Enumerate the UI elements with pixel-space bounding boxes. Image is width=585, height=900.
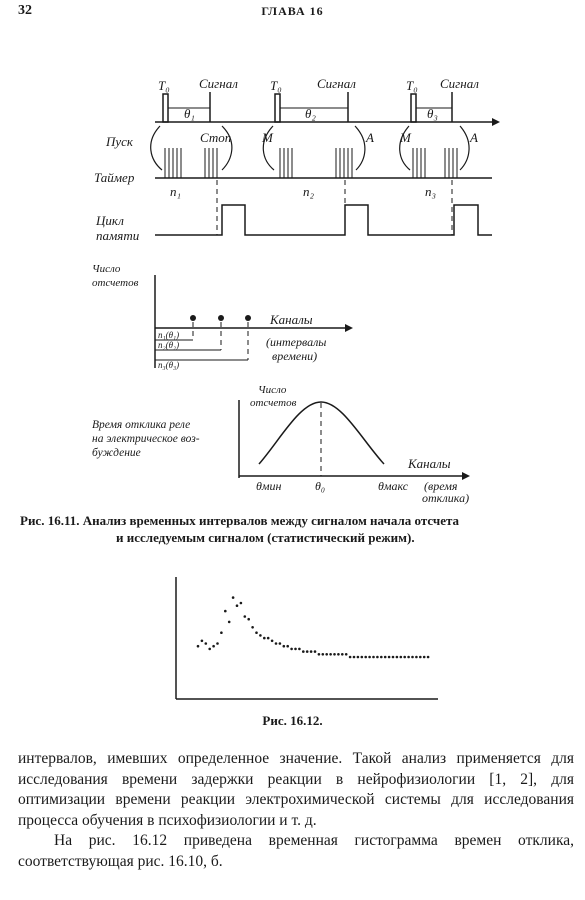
intervals-label-2: времени) <box>272 349 318 363</box>
scatter-point <box>220 631 223 634</box>
scatter-point <box>216 642 219 645</box>
m-label-1: М <box>262 130 273 145</box>
scatter-point <box>298 648 301 651</box>
a-label-1: А <box>366 130 374 145</box>
scatter-point <box>403 656 406 659</box>
scatter-point <box>208 648 211 651</box>
scatter-point <box>244 615 247 618</box>
t0-label-1: T₀ <box>158 78 170 93</box>
scatter-point <box>345 653 348 656</box>
scatter-point <box>236 604 239 607</box>
cycle-label-2: памяти <box>96 228 140 243</box>
t0-label-3: T₀ <box>406 78 418 93</box>
paragraph-1: интервалов, имевших определенное значение. Такой анализ применяется для исследования времени задержки реакции в нейрофизиологии [1, 2], для оптимизации времени реакции электрохимической системы для исследования процесса обучения в психофизиологии и т. д. <box>18 750 574 829</box>
scatter-point <box>314 650 317 653</box>
timeline-arrow <box>492 118 500 126</box>
scatter-point <box>388 656 391 659</box>
t0-pulse-2 <box>275 94 280 122</box>
scatter-point <box>275 642 278 645</box>
scatter-point <box>337 653 340 656</box>
count-label-1: Число <box>92 263 121 275</box>
response-label-2: на электрическое воз- <box>92 433 200 445</box>
scatter-point <box>380 656 383 659</box>
theta-1-label: θ₁ <box>184 106 195 121</box>
scatter-point <box>294 648 297 651</box>
scatter-point <box>310 650 313 653</box>
n2-theta2-label: n₂(θ₂) <box>158 340 180 350</box>
m-label-2: М <box>400 130 411 145</box>
scatter-point <box>419 656 422 659</box>
scatter-point <box>232 596 235 599</box>
scatter-point <box>372 656 375 659</box>
scatter-point <box>205 642 208 645</box>
scatter-series <box>197 596 430 658</box>
scatter-point <box>240 602 243 605</box>
theta-0-label: θ₀ <box>315 479 326 493</box>
cycle-label-1: Цикл <box>96 213 124 228</box>
scatter-point <box>306 650 309 653</box>
paragraph-2: На рис. 16.12 приведена временная гистограмма времен отклика, соответствующая рис. 16.10, б. <box>18 832 574 870</box>
n3-label: n₃ <box>425 184 437 199</box>
scatter-point <box>197 645 200 648</box>
theta-3-label: θ₃ <box>427 106 438 121</box>
response-label-1: Время отклика реле <box>92 419 191 431</box>
scatter-point <box>271 640 274 643</box>
response-time-label-2: отклика) <box>422 491 470 505</box>
scatter-point <box>400 656 403 659</box>
figure-16-12 <box>170 575 440 705</box>
scatter-point <box>283 645 286 648</box>
n2-label: n₂ <box>303 184 315 199</box>
scatter-point <box>353 656 356 659</box>
channels-label-1: Каналы <box>270 312 313 327</box>
scatter-point <box>279 642 282 645</box>
t0-pulse-1 <box>163 94 168 122</box>
figure-16-11-caption <box>20 512 568 546</box>
signal-label-3: Сигнал <box>440 76 479 91</box>
scatter-point <box>368 656 371 659</box>
n1-label: n₁ <box>170 184 182 199</box>
scatter-point <box>318 653 321 656</box>
stop-label: Стоп <box>200 130 232 145</box>
a-label-2: А <box>470 130 478 145</box>
n1-theta1-label: n₁(θ₁) <box>158 330 180 340</box>
intervals-label-1: (интервалы <box>266 335 327 349</box>
scatter-point <box>259 634 262 637</box>
t0-pulse-3 <box>411 94 416 122</box>
caption-line-1: Рис. 16.11. Анализ временных интервалов между сигналом начала отсчета <box>20 513 460 528</box>
scatter-point <box>302 650 305 653</box>
scatter-point <box>286 645 289 648</box>
scatter-point <box>290 648 293 651</box>
scatter-point <box>267 637 270 640</box>
response-label-3: буждение <box>92 447 141 459</box>
scatter-point <box>364 656 367 659</box>
response-time-label-1: (время <box>424 479 458 493</box>
scatter-point <box>333 653 336 656</box>
page-number: 32 <box>18 3 32 18</box>
signal-label-1: Сигнал <box>199 76 238 91</box>
theta-2-label: θ₂ <box>305 106 316 121</box>
scatter-point <box>341 653 344 656</box>
timer-label: Таймер <box>94 170 135 185</box>
scatter-point <box>427 656 430 659</box>
scatter-point <box>411 656 414 659</box>
scatter-point <box>376 656 379 659</box>
scatter-point <box>384 656 387 659</box>
theta-max-label: θмакс <box>378 479 409 493</box>
memory-cycle-line <box>155 205 492 235</box>
n3-theta3-label: n₃(θ₃) <box>158 360 180 370</box>
scatter-point <box>251 626 254 629</box>
scatter-point <box>224 610 227 613</box>
scatter-point <box>247 618 250 621</box>
scatter-point <box>349 656 352 659</box>
scatter-point <box>212 645 215 648</box>
start-label: Пуск <box>106 134 134 149</box>
count-label-4: отсчетов <box>250 397 297 409</box>
scatter-point <box>322 653 325 656</box>
scatter-point <box>357 656 360 659</box>
scatter-point <box>396 656 399 659</box>
scatter-point <box>361 656 364 659</box>
scatter-point <box>255 631 258 634</box>
signal-label-2: Сигнал <box>317 76 356 91</box>
channels-label-2: Каналы <box>408 456 451 471</box>
figure-16-12-caption: Рис. 16.12. <box>262 713 323 728</box>
scatter-point <box>329 653 332 656</box>
theta-min-label: θмин <box>256 479 282 493</box>
caption-line-2: и исследуемым сигналом (статистический режим). <box>116 530 415 545</box>
scatter-point <box>415 656 418 659</box>
scatter-point <box>228 621 231 624</box>
scatter-point <box>407 656 410 659</box>
count-label-3: Число <box>258 384 287 396</box>
chapter-title: ГЛАВА 16 <box>261 4 324 18</box>
scatter-point <box>423 656 426 659</box>
scatter-point <box>325 653 328 656</box>
figure-16-11 <box>0 30 585 510</box>
body-text <box>18 749 574 872</box>
scatter-point <box>201 640 204 643</box>
count-label-2: отсчетов <box>92 277 139 289</box>
t0-label-2: T₀ <box>270 78 282 93</box>
scatter-point <box>392 656 395 659</box>
scatter-point <box>263 637 266 640</box>
